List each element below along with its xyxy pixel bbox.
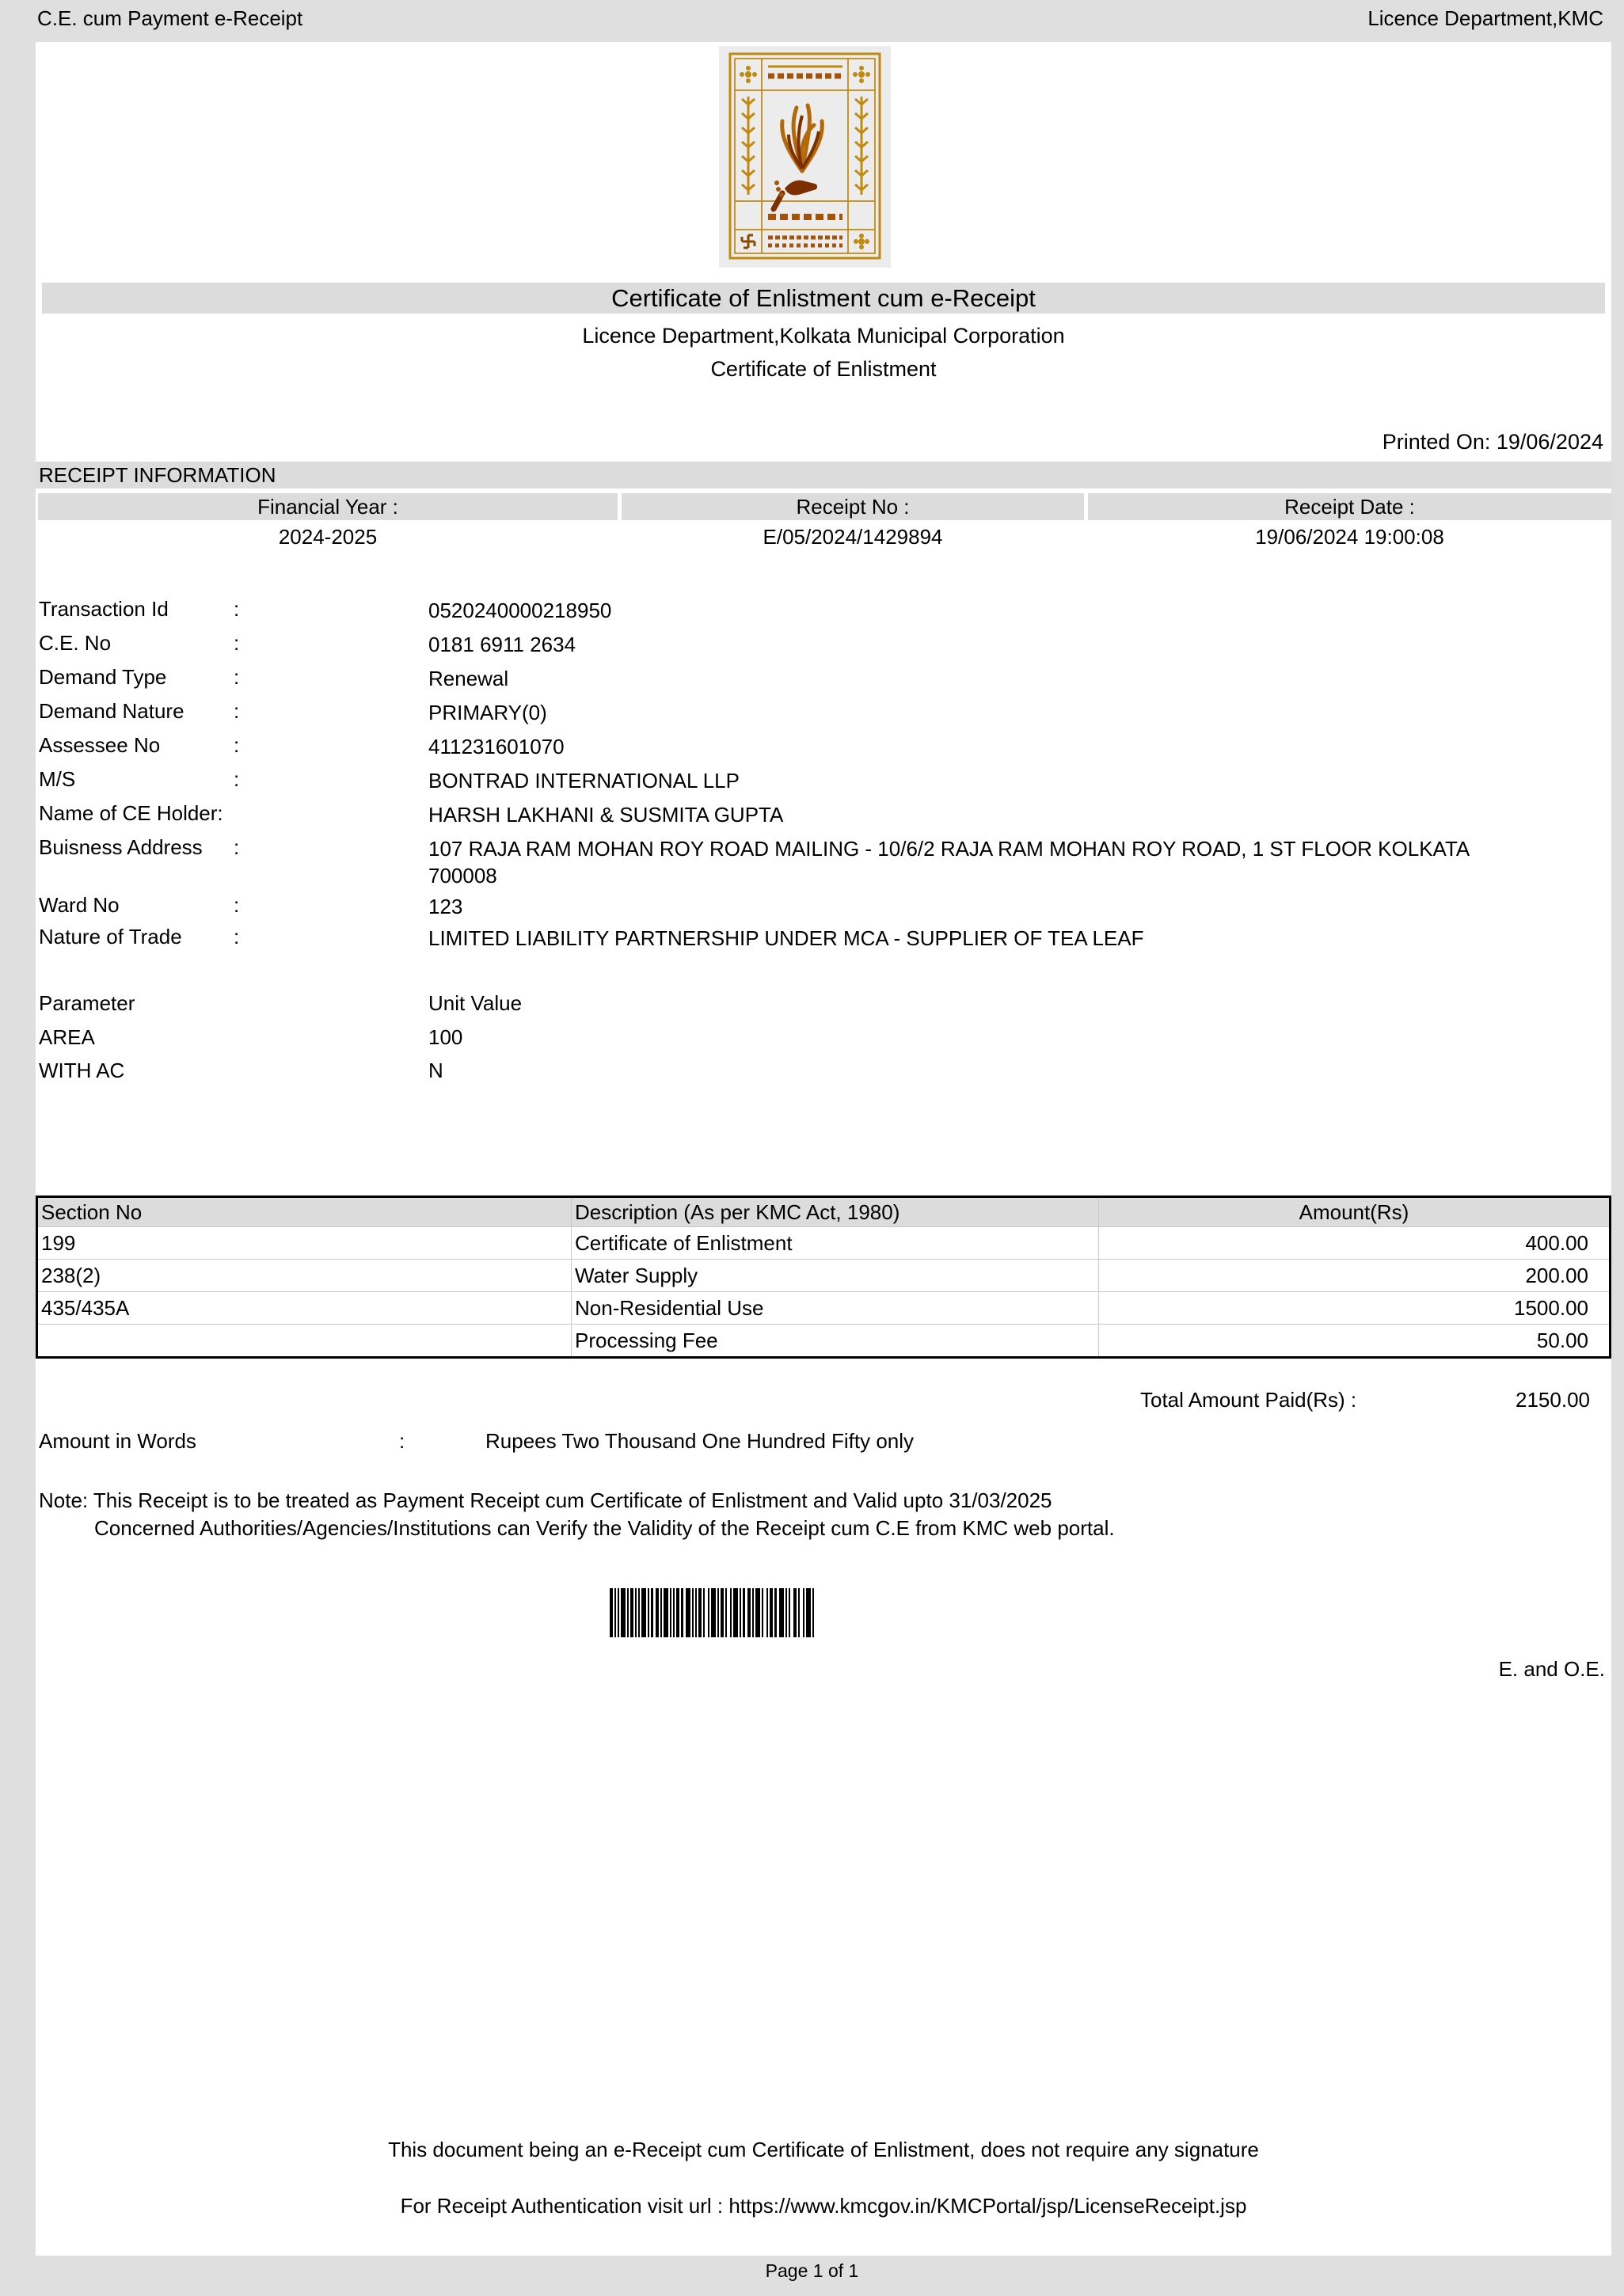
detail-label: Buisness Address bbox=[39, 835, 203, 859]
detail-value: PRIMARY(0) bbox=[428, 701, 547, 724]
window-title: C.E. cum Payment e-Receipt bbox=[37, 6, 303, 30]
amount-cell: 1500.00 bbox=[1099, 1292, 1611, 1325]
address-line-2: 700008 bbox=[428, 864, 497, 888]
receipt-page bbox=[36, 42, 1611, 2256]
detail-row-demand-type bbox=[36, 665, 1611, 699]
detail-row-nature-of-trade bbox=[36, 925, 1611, 959]
total-amount-label: Total Amount Paid(Rs) : bbox=[1140, 1388, 1357, 1412]
detail-colon: : bbox=[234, 631, 240, 655]
page-number: Page 1 of 1 bbox=[765, 2260, 859, 2281]
receipt-information-band bbox=[36, 462, 1611, 488]
detail-label: Ward No bbox=[39, 893, 120, 917]
eoe-label: E. and O.E. bbox=[1498, 1657, 1605, 1681]
parameter-name: AREA bbox=[39, 1025, 95, 1049]
detail-label: M/S bbox=[39, 767, 76, 791]
amount-cell: 400.00 bbox=[1099, 1227, 1611, 1260]
section-cell: 435/435A bbox=[37, 1292, 572, 1325]
parameter-row-with-ac bbox=[36, 1059, 1611, 1093]
table-row bbox=[37, 1325, 1611, 1358]
detail-colon: : bbox=[234, 767, 240, 791]
amount-cell: 200.00 bbox=[1099, 1260, 1611, 1292]
detail-value: 411231601070 bbox=[428, 735, 565, 758]
table-row bbox=[37, 1260, 1611, 1292]
detail-row-ce-holder bbox=[36, 801, 1611, 835]
detail-value: LIMITED LIABILITY PARTNERSHIP UNDER MCA - SUPPLIER OF TEA LEAF bbox=[428, 926, 1144, 950]
kmc-logo bbox=[719, 46, 891, 268]
receipt-no-value: E/05/2024/1429894 bbox=[622, 525, 1084, 549]
detail-value: 123 bbox=[428, 895, 463, 918]
section-cell: 199 bbox=[37, 1227, 572, 1260]
receipt-date-value: 19/06/2024 19:00:08 bbox=[1088, 525, 1611, 549]
detail-colon: : bbox=[234, 597, 240, 621]
parameter-value: 100 bbox=[428, 1025, 463, 1049]
detail-value: 0520240000218950 bbox=[428, 599, 612, 622]
barcode-image bbox=[610, 1588, 814, 1637]
detail-colon: : bbox=[234, 835, 240, 859]
description-header: Description (As per KMC Act, 1980) bbox=[572, 1197, 1099, 1227]
detail-row-ward-no bbox=[36, 893, 1611, 927]
receipt-information-label: RECEIPT INFORMATION bbox=[39, 463, 276, 487]
window-department-label: Licence Department,KMC bbox=[1367, 6, 1603, 30]
detail-row-demand-nature bbox=[36, 699, 1611, 733]
signature-disclaimer: This document being an e-Receipt cum Certificate of Enlistment, does not require any signature bbox=[388, 2138, 1259, 2161]
detail-row-assessee-no bbox=[36, 733, 1611, 767]
description-cell: Certificate of Enlistment bbox=[572, 1227, 1099, 1260]
detail-value: BONTRAD INTERNATIONAL LLP bbox=[428, 769, 740, 793]
detail-row-business-address bbox=[36, 835, 1611, 896]
detail-label: Transaction Id bbox=[39, 597, 169, 621]
detail-colon: : bbox=[234, 893, 240, 917]
detail-value: Renewal bbox=[428, 667, 509, 690]
parameter-row-area bbox=[36, 1025, 1611, 1059]
parameter-header-row bbox=[36, 991, 1611, 1025]
receipt-date-header: Receipt Date : bbox=[1088, 493, 1611, 520]
detail-label: Name of CE Holder: bbox=[39, 801, 223, 825]
description-cell: Non-Residential Use bbox=[572, 1292, 1099, 1325]
section-cell bbox=[37, 1325, 572, 1358]
detail-row-ce-no bbox=[36, 631, 1611, 665]
detail-label: Assessee No bbox=[39, 733, 161, 757]
detail-colon: : bbox=[234, 733, 240, 757]
amount-in-words-colon: : bbox=[399, 1429, 405, 1453]
address-line-1: 107 RAJA RAM MOHAN ROY ROAD MAILING - 10/6/2 RAJA RAM MOHAN ROY ROAD, 1 ST FLOOR KOLKATA bbox=[428, 837, 1470, 861]
receipt-no-header: Receipt No : bbox=[622, 493, 1084, 520]
description-cell: Processing Fee bbox=[572, 1325, 1099, 1358]
section-no-header: Section No bbox=[37, 1197, 572, 1227]
document-title: Certificate of Enlistment cum e-Receipt bbox=[611, 284, 1036, 312]
amount-header: Amount(Rs) bbox=[1099, 1197, 1611, 1227]
certificate-subtitle: Certificate of Enlistment bbox=[710, 357, 937, 381]
detail-colon: : bbox=[234, 665, 240, 689]
description-cell: Water Supply bbox=[572, 1260, 1099, 1292]
detail-value: HARSH LAKHANI & SUSMITA GUPTA bbox=[428, 803, 784, 827]
unit-value-header: Unit Value bbox=[428, 991, 523, 1015]
table-row bbox=[37, 1227, 1611, 1260]
fee-table bbox=[36, 1196, 1611, 1359]
detail-label: Demand Nature bbox=[39, 699, 184, 723]
note-line-2: Concerned Authorities/Agencies/Institutions can Verify the Validity of the Receipt cum C.E from KMC web portal. bbox=[94, 1516, 1115, 1540]
department-subtitle: Licence Department,Kolkata Municipal Corporation bbox=[582, 324, 1065, 348]
detail-row-ms bbox=[36, 767, 1611, 801]
detail-label: Nature of Trade bbox=[39, 925, 182, 948]
authentication-url-line: For Receipt Authentication visit url : https://www.kmcgov.in/KMCPortal/jsp/LicenseReceipt.jsp bbox=[400, 2194, 1247, 2218]
detail-label: C.E. No bbox=[39, 631, 112, 655]
detail-row-transaction-id bbox=[36, 597, 1611, 631]
note-line-1: Note: This Receipt is to be treated as Payment Receipt cum Certificate of Enlistment and Valid upto 31/03/2025 bbox=[39, 1488, 1052, 1512]
kmc-emblem-icon bbox=[719, 46, 891, 268]
total-amount-value: 2150.00 bbox=[1516, 1388, 1590, 1412]
section-cell: 238(2) bbox=[37, 1260, 572, 1292]
parameter-header: Parameter bbox=[39, 991, 135, 1015]
amount-cell: 50.00 bbox=[1099, 1325, 1611, 1358]
financial-year-header: Financial Year : bbox=[38, 493, 618, 520]
financial-year-value: 2024-2025 bbox=[38, 525, 618, 549]
detail-colon: : bbox=[234, 699, 240, 723]
table-row bbox=[37, 1292, 1611, 1325]
printed-on: Printed On: 19/06/2024 bbox=[1382, 430, 1603, 454]
parameter-value: N bbox=[428, 1059, 443, 1082]
detail-label: Demand Type bbox=[39, 665, 167, 689]
amount-in-words-label: Amount in Words bbox=[39, 1429, 196, 1453]
parameter-name: WITH AC bbox=[39, 1059, 125, 1082]
detail-value: 0181 6911 2634 bbox=[428, 633, 576, 656]
detail-value bbox=[428, 835, 1592, 889]
amount-in-words-value: Rupees Two Thousand One Hundred Fifty only bbox=[485, 1429, 915, 1453]
detail-colon: : bbox=[234, 925, 240, 948]
document-title-bar bbox=[42, 283, 1605, 314]
fee-table-header-row bbox=[37, 1197, 1611, 1227]
